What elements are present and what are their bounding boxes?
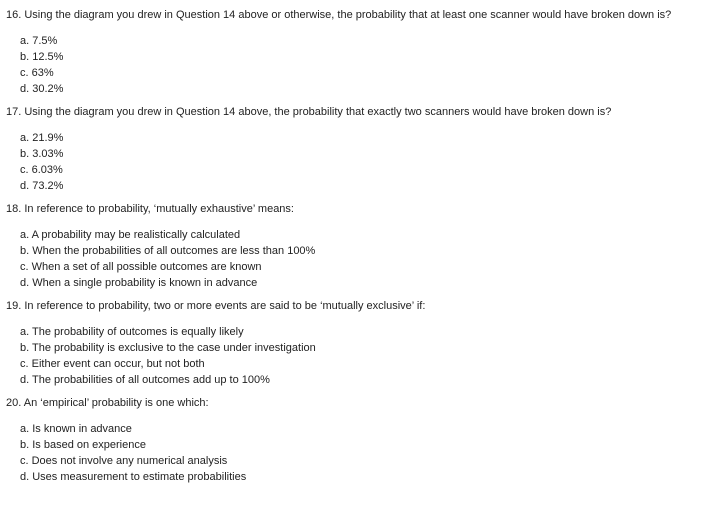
option-d[interactable]: d. Uses measurement to estimate probabilities [20,471,247,483]
option-a[interactable]: a. 21.9% [20,132,64,144]
option-d[interactable]: d. The probabilities of all outcomes add up to 100% [20,374,270,386]
option-b[interactable]: b. 3.03% [20,148,64,160]
option-a[interactable]: a. Is known in advance [20,423,132,435]
question-text: 18. In reference to probability, ‘mutually exhaustive’ means: [6,203,294,215]
question-text: 20. An ‘empirical’ probability is one which: [6,397,209,409]
answer-options [6,130,727,194]
question-text: 19. In reference to probability, two or more events are said to be ‘mutually exclusive’ if: [6,300,426,312]
option-a[interactable]: a. A probability may be realistically calculated [20,229,241,241]
option-c[interactable]: c. When a set of all possible outcomes are known [20,261,262,273]
question-text: 17. Using the diagram you drew in Question 14 above, the probability that exactly two scanners would have broken down is? [6,106,612,118]
answer-options [6,324,727,388]
option-c[interactable]: c. 6.03% [20,164,63,176]
answer-options [6,227,727,291]
answer-options [6,421,727,485]
option-b[interactable]: b. 12.5% [20,51,64,63]
question-18 [6,202,727,291]
option-b[interactable]: b. When the probabilities of all outcomes are less than 100% [20,245,316,257]
option-c[interactable]: c. Either event can occur, but not both [20,358,205,370]
option-b[interactable]: b. Is based on experience [20,439,146,451]
option-a[interactable]: a. 7.5% [20,35,58,47]
option-b[interactable]: b. The probability is exclusive to the case under investigation [20,342,316,354]
answer-options [6,33,727,97]
question-19 [6,299,727,388]
option-a[interactable]: a. The probability of outcomes is equally likely [20,326,244,338]
question-16 [6,8,727,97]
option-c[interactable]: c. Does not involve any numerical analysis [20,455,228,467]
question-text: 16. Using the diagram you drew in Question 14 above or otherwise, the probability that at least one scanner would have broken down is? [6,9,672,21]
option-d[interactable]: d. 73.2% [20,180,64,192]
question-17 [6,105,727,194]
question-20 [6,396,727,485]
option-d[interactable]: d. 30.2% [20,83,64,95]
option-c[interactable]: c. 63% [20,67,54,79]
option-d[interactable]: d. When a single probability is known in advance [20,277,258,289]
